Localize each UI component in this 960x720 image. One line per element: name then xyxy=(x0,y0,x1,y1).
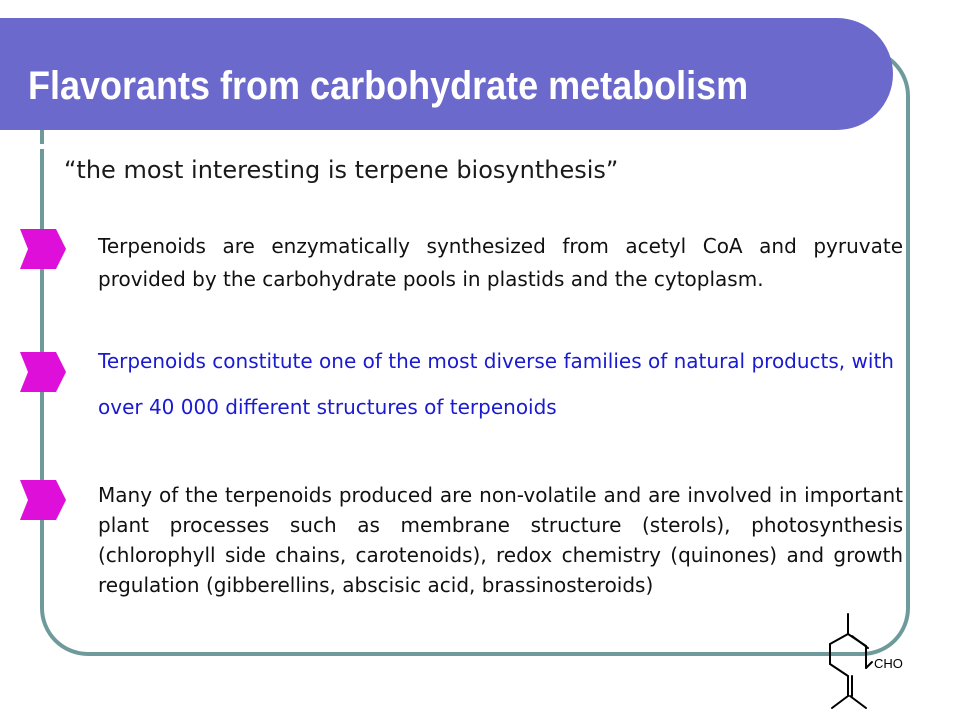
bullet-arrow-icon xyxy=(14,229,66,269)
bullet-arrow-icon xyxy=(14,352,66,392)
molecule-label: CHO xyxy=(874,656,903,671)
molecule-structure-icon xyxy=(796,608,906,716)
bullet-text-1: Terpenoids are enzymatically synthesized from acetyl CoA and pyruvate provided by the carbohydrate pools in plastids and the cytoplasm. xyxy=(98,234,903,291)
bullet-text-3: Many of the terpenoids produced are non-volatile and are involved in important plant processes such as membrane structure (sterols), photosynthesis (chlorophyll side chains, carotenoids), redox chemistry (quinones) and growth regulation (gibberellins, abscisic acid, brassinosteroids) xyxy=(98,483,903,597)
title-bar xyxy=(0,18,893,130)
title-underline xyxy=(0,144,848,149)
bullet-text-2: Terpenoids constitute one of the most diverse families of natural products, with over 40 000 different structures of terpenoids xyxy=(98,349,894,419)
bullet-arrow-icon xyxy=(14,480,66,520)
slide-title: Flavorants from carbohydrate metabolism xyxy=(28,64,749,108)
quote-text: “the most interesting is terpene biosynthesis” xyxy=(64,156,619,184)
